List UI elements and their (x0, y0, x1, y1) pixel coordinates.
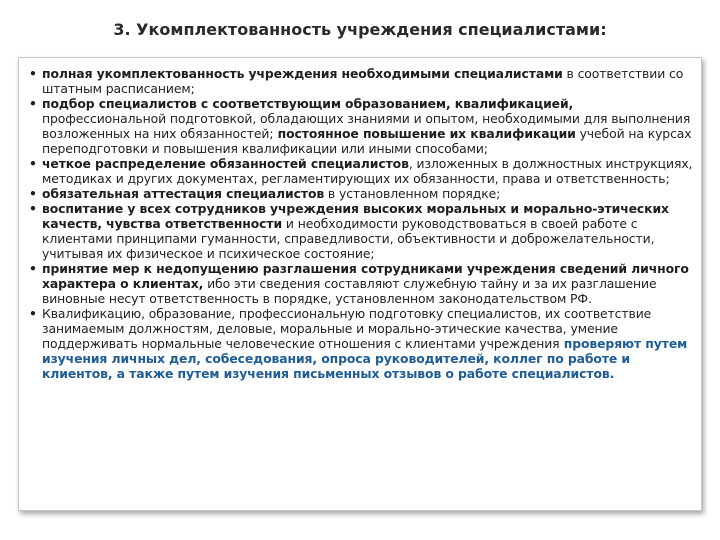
content-panel (18, 57, 702, 511)
bullet-list (29, 66, 697, 381)
item-highlight: четкое распределение обязанностей специалистов (42, 156, 409, 171)
item-highlight: принятие мер к недопущению разглашения сотрудниками учреждения сведений личного характера о клиентах, (42, 261, 689, 291)
list-item (29, 156, 697, 186)
bullet-icon: • (29, 96, 37, 111)
item-text: в соответствии со штатным расписанием; (42, 66, 684, 96)
item-text: и необходимости руководствоваться в своей работе с клиентами принципами гуманности, справедливости, объективности и доброжелательности, учитывая их физическое и психическое состояние; (42, 216, 655, 261)
item-highlight: обязательная аттестация специалистов (42, 186, 325, 201)
item-text: ибо эти сведения составляют служебную тайну и за их разглашение виновные несут ответственность в порядке, установленном законодательством РФ. (42, 276, 657, 306)
item-highlight: подбор специалистов с соответствующим образованием, квалификацией, (42, 96, 574, 111)
item-highlight: постоянное повышение их квалификации (273, 126, 576, 141)
list-item (29, 66, 697, 96)
bullet-icon: • (29, 201, 37, 216)
bullet-icon: • (29, 66, 37, 81)
list-item (29, 306, 697, 381)
bullet-icon: • (29, 261, 37, 276)
list-item (29, 201, 697, 261)
list-item (29, 261, 697, 306)
item-text: Квалификацию, образование, профессиональную подготовку специалистов, их соответствие занимаемым должностям, деловые, моральные и морально-этические качества, умение поддерживать нормальные человеческие отношения с клиентами учреждения (42, 306, 652, 351)
item-text: в установленном порядке; (324, 186, 501, 201)
list-item (29, 96, 697, 156)
list-item (29, 186, 697, 201)
item-highlight: воспитание у всех сотрудников учреждения высоких моральных и морально-этических качеств, чувства ответственности (42, 201, 669, 231)
item-highlight: полная укомплектованность учреждения необходимыми специалистами (42, 66, 563, 81)
item-text: , изложенных в должностных инструкциях, методиках и других документах, регламентирующих их обязанности, права и ответственность; (42, 156, 693, 186)
bullet-icon: • (29, 186, 37, 201)
item-text: профессиональной подготовкой, обладающих знаниями и опытом, необходимыми для выполнения возложенных на них обязанностей; (42, 111, 691, 141)
slide-title: 3. Укомплектованность учреждения специалистами: (113, 20, 607, 39)
item-highlight-blue: проверяют путем изучения личных дел, собеседования, опроса руководителей, коллег по работе и клиентов, а также путем изучения письменных отзывов о работе специалистов. (42, 336, 688, 381)
item-text: учебой на курсах переподготовки и повышения квалификации или иными способами; (42, 126, 692, 156)
bullet-icon: • (29, 306, 37, 321)
bullet-icon: • (29, 156, 37, 171)
